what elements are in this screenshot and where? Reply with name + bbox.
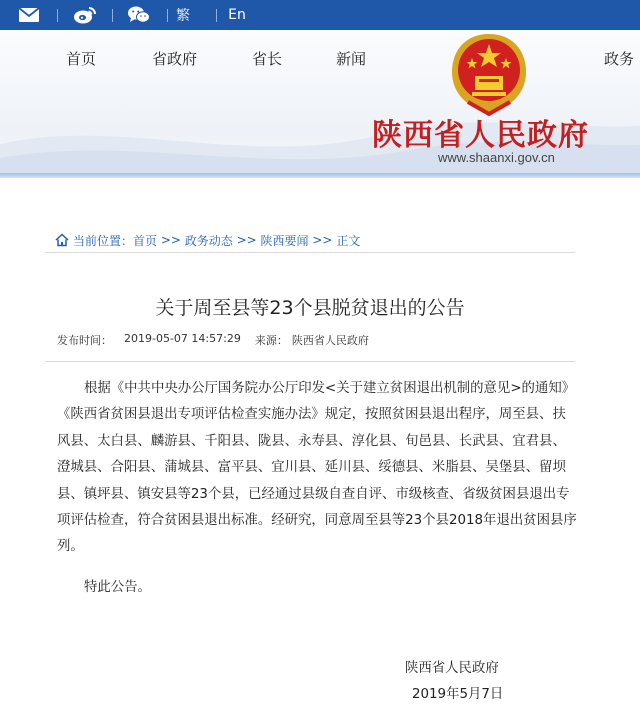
- article-closing: 特此公告。: [84, 580, 151, 595]
- nav-government-affairs[interactable]: 政务: [604, 50, 635, 68]
- publish-time-label: 发布时间：: [57, 334, 112, 347]
- site-header: [0, 30, 640, 176]
- national-emblem-icon: [448, 30, 530, 118]
- breadcrumb-current[interactable]: 正文: [336, 233, 361, 248]
- breadcrumb-separator: >>: [308, 233, 337, 247]
- publish-time: 2019-05-07 14:57:29: [124, 332, 241, 345]
- article-body: [57, 376, 577, 561]
- wechat-icon[interactable]: [122, 0, 156, 30]
- breadcrumb-separator: >>: [232, 233, 261, 247]
- nav-provincial-government[interactable]: 省政府: [152, 50, 198, 68]
- signature-organization: 陕西省人民政府: [405, 661, 499, 676]
- breadcrumb-label: 当前位置：: [73, 233, 134, 248]
- breadcrumb: [55, 231, 360, 249]
- nav-home[interactable]: 首页: [66, 50, 97, 68]
- source-label: 来源：: [254, 334, 288, 347]
- nav-news[interactable]: 新闻: [336, 50, 367, 68]
- breadcrumb-government-news[interactable]: 政务动态: [184, 233, 233, 248]
- article-paragraph: 根据《中共中央办公厅国务院办公厅印发<关于建立贫困退出机制的意见>的通知》《陕西省贫困县退出专项评估检查实施办法》规定，按照贫困县退出程序，周至县、扶风县、太白县、麟游县、千阳县、陇县、永寿县、淳化县、旬邑县、长武县、宜君县、澄城县、合阳县、蒲城县、富平县、宜川县、延川县、绥德县、米脂县、吴堡县、留坝县、镇坪县、镇安县等23个县，已经通过县级自查自评、市级核查、省级贫困县退出专项评估检查，符合贫困县退出标准。经研究，同意周至县等23个县2018年退出贫困县序列。: [57, 381, 577, 555]
- breadcrumb-divider: [45, 252, 575, 253]
- breadcrumb-home[interactable]: 首页: [133, 233, 158, 248]
- header-bottom-border: [0, 173, 640, 178]
- site-name[interactable]: 陕西省人民政府: [372, 118, 589, 153]
- traditional-chinese-link[interactable]: 繁: [176, 8, 190, 24]
- breadcrumb-shaanxi-news[interactable]: 陕西要闻: [260, 233, 309, 248]
- source: 陕西省人民政府: [291, 334, 369, 347]
- english-link[interactable]: En: [228, 7, 246, 23]
- home-icon: [55, 233, 69, 247]
- top-utility-bar: [0, 0, 640, 30]
- meta-divider: [45, 361, 575, 362]
- signature-date: 2019年5月7日: [412, 687, 504, 702]
- mail-icon[interactable]: [12, 0, 46, 30]
- breadcrumb-separator: >>: [157, 233, 185, 247]
- weibo-icon[interactable]: [68, 0, 102, 30]
- article-meta: [57, 332, 369, 348]
- article-title: 关于周至县等23个县脱贫退出的公告: [155, 296, 465, 319]
- nav-governor[interactable]: 省长: [252, 50, 283, 68]
- site-url[interactable]: www.shaanxi.gov.cn: [438, 150, 555, 165]
